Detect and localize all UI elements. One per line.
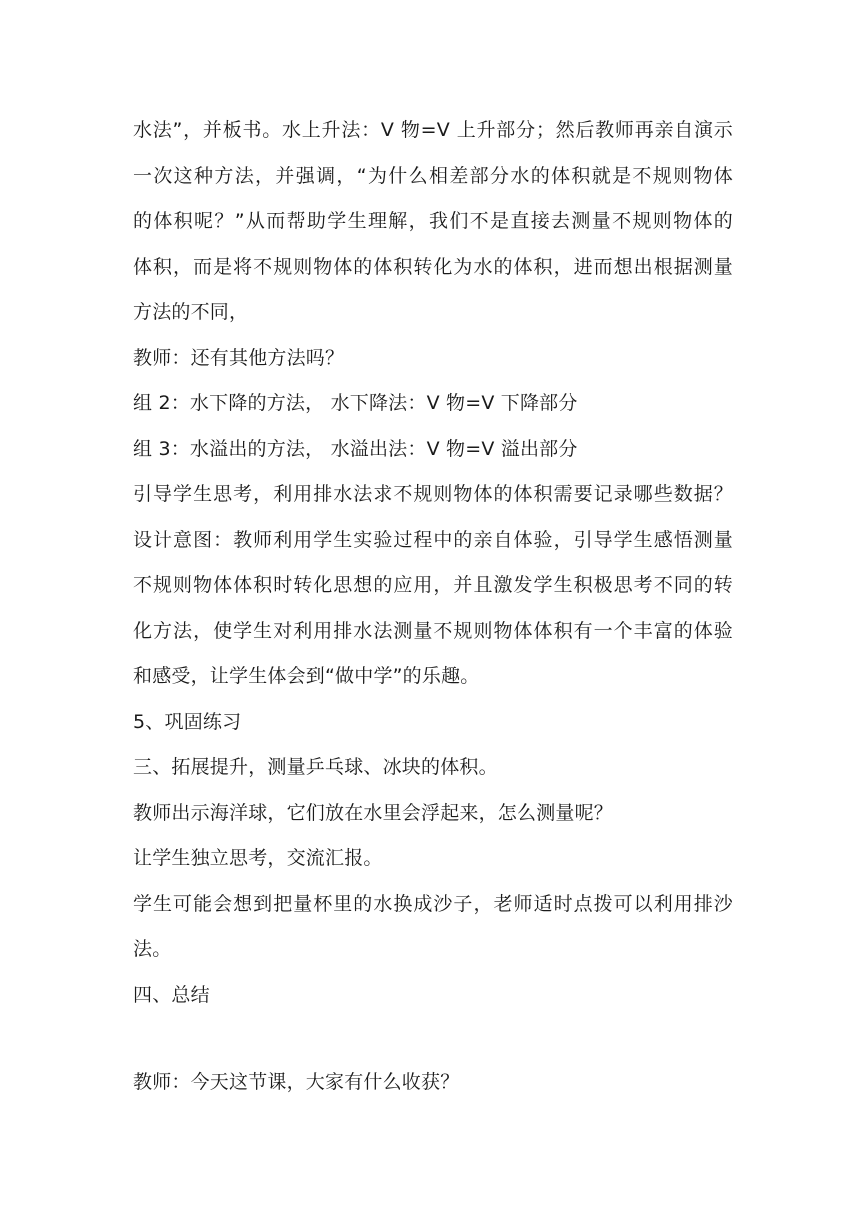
paragraph-line: 的体积呢？”从而帮助学生理解，我们不是直接去测量不规则物体的	[133, 210, 733, 232]
paragraph-line: 设计意图：教师利用学生实验过程中的亲自体验，引导学生感悟测量	[133, 528, 733, 551]
paragraph-line: 体积，而是将不规则物体的体积转化为水的体积，进而想出根据测量	[133, 255, 733, 278]
section-heading: 四、总结	[133, 983, 210, 1006]
paragraph-line: 引导学生思考，利用排水法求不规则物体的体积需要记录哪些数据？	[133, 483, 733, 505]
paragraph-line: 法。	[133, 938, 172, 960]
paragraph-line: 学生可能会想到把量杯里的水换成沙子，老师适时点拨可以利用排沙	[133, 892, 733, 915]
paragraph-line: 化方法，使学生对利用排水法测量不规则物体体积有一个丰富的体验	[133, 619, 733, 642]
blank-line	[133, 1018, 733, 1060]
section-heading: 三、拓展提升，测量乒乓球、冰块的体积。	[133, 756, 498, 778]
document-body	[133, 108, 733, 1106]
paragraph-line: 一次这种方法，并强调，“为什么相差部分水的体积就是不规则物体	[133, 164, 733, 187]
paragraph-line: 组 2：水下降的方法， 水下降法：V 物=V 下降部分	[133, 392, 578, 414]
paragraph-line: 教师出示海洋球，它们放在水里会浮起来，怎么测量呢？	[133, 801, 614, 824]
section-heading: 5、巩固练习	[133, 710, 242, 733]
paragraph-line: 不规则物体体积时转化思想的应用，并且激发学生积极思考不同的转	[133, 574, 733, 596]
paragraph-line: 组 3：水溢出的方法， 水溢出法：V 物=V 溢出部分	[133, 437, 578, 460]
paragraph-line: 让学生独立思考，交流汇报。	[133, 847, 383, 869]
paragraph-line: 教师：还有其他方法吗？	[133, 346, 345, 369]
paragraph-line: 方法的不同，	[133, 301, 249, 323]
paragraph-line: 和感受，让学生体会到“做中学”的乐趣。	[133, 665, 480, 687]
paragraph-line: 教师：今天这节课，大家有什么收获？	[133, 1071, 460, 1093]
paragraph-line: 水法”，并板书。水上升法：V 物=V 上升部分；然后教师再亲自演示	[133, 119, 733, 141]
